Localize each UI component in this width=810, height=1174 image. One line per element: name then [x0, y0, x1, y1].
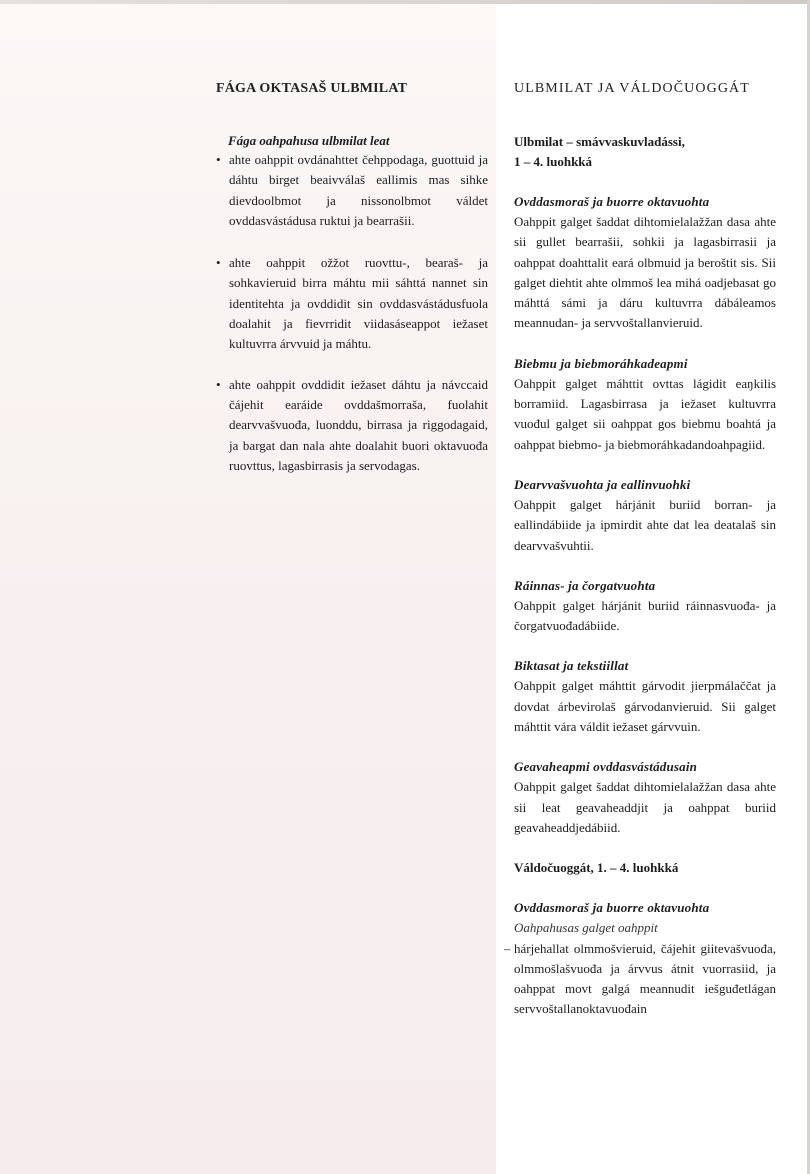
- dash-item-text: hárjehallat olmmošvieruid, čájehit giitevašvuođa, olmmošlašvuođa ja árvvus átnit vuorrasiid, ja oahppat movt galgá meannudit iešguđetlágan servvoštallanoktavuođain: [514, 940, 776, 1017]
- section-body: Oahppit galget máhttit ovttas lágidit eaŋkilis borramiid. Lagasbirrasa ja iežaset kultuvrra vuođul galget sii oahppat gos biebmu boahtá ja oahppat biebmo- ja biebmoráhkadandoahpagiid.: [514, 375, 776, 452]
- goal-text: ahte oahppit ovdánahttet čehppodaga, guottuid ja dáhtu birget beaivválaš eallimis mas sihke dievdoolbmot ja nissonolbmot váldet ovddasvástádusa ruktui ja bearrašii.: [229, 152, 488, 228]
- section-title: Ráinnas- ja čorgatvuohta: [514, 577, 656, 593]
- section-body: Oahppit galget hárjánit buriid ráinnasvuođa- ja čorgatvuođadábiide.: [514, 597, 776, 634]
- goal-item: [216, 375, 488, 476]
- goal-text: ahte oahppit ožžot ruovttu-, bearaš- ja sohkavieruid birra máhtu mii sáhttá nannet sin identitehta ja ovddidit sin ovddasvástádusfuola doalahit ja fievrridit viidasáseappot iežaset kultuvrra árvvuid ja máhtu.: [229, 255, 488, 352]
- main-points-title: Váldočuoggát, 1. – 4. luohkká: [514, 860, 679, 876]
- goals-list: [216, 150, 488, 476]
- bullet-icon: •: [216, 255, 221, 271]
- bullet-icon: •: [216, 376, 221, 392]
- dash-list-item: [504, 939, 776, 1020]
- section-title: Ovddasmoraš ja buorre oktavuohta: [514, 900, 710, 916]
- goal-item: [216, 253, 488, 354]
- section-body: Oahppit galget šaddat dihtomielalažžan dasa ahte sii gullet bearrašii, sohkii ja lagasbirrasii ja oahppat doahttalit eará olbmuid ja beroštit sis. Sii galget diehtit ahte olmmoš lea mihá oadjebasat go máhttá sámi ja dáru kultuvrra dábáleamos meannudan- ja servvoštallanvieruid.: [514, 214, 776, 331]
- section-health: [514, 475, 776, 556]
- section-body: Oahppit galget hárjánit buriid borran- ja eallindábiide ja ipmirdit ahte dat lea deatalaš sin dearvvašvuhtii.: [514, 496, 776, 553]
- section-main-points-relations: [504, 898, 776, 1019]
- right-heading: ULBMILAT JA VÁLDOČUOGGÁT: [514, 81, 750, 96]
- section-family-relations: [514, 192, 776, 334]
- section-title: Ovddasmoraš ja buorre oktavuohta: [514, 194, 710, 209]
- section-title: Geavaheapmi ovddasvástádusain: [514, 759, 698, 775]
- section-title: Biktasat ja tekstiillat: [514, 658, 629, 674]
- right-column: [504, 80, 776, 1020]
- level-subtitle-line2: 1 – 4. luohkká: [514, 154, 593, 169]
- section-subtitle: Oahpahusas galget oahppit: [514, 920, 658, 936]
- section-food: [514, 354, 776, 455]
- bullet-icon: •: [216, 152, 221, 167]
- section-body: Oahppit galget máhttit gárvodit jierpmálaččat ja dovdat árbevirolaš gárvodanvieruid. Sii galget máhttit vára váldit iežaset gárvvuin.: [514, 678, 776, 735]
- goal-item: [216, 150, 488, 231]
- section-title: Biebmu ja biebmoráhkadeapmi: [514, 355, 688, 371]
- section-cleanliness: [514, 576, 776, 637]
- lead-sentence: Fága oahpahusa ulbmilat leat: [228, 133, 390, 148]
- level-subtitle: [514, 132, 776, 172]
- left-heading: FÁGA OKTASAŠ ULBMILAT: [216, 81, 408, 96]
- section-title: Dearvvašvuohta ja eallinvuohki: [514, 476, 691, 492]
- section-clothing: [514, 656, 776, 737]
- left-column: [216, 80, 488, 498]
- goal-text: ahte oahppit ovddidit iežaset dáhtu ja návccaid čájehit earáide ovddašmorraša, fuolahit dearvvašvuođa, luonddu, birrasa ja riggodagaid, ja bargat dan nala ahte doalahit buori oktavuođa ruovttus, lagasbirrasis ja servodagas.: [229, 376, 488, 473]
- top-edge-shade: [0, 0, 810, 4]
- section-consumer: [514, 757, 776, 838]
- dash-icon: –: [504, 940, 511, 956]
- level-subtitle-line1: Ulbmilat – smávvaskuvladássi,: [514, 134, 685, 149]
- section-body: Oahppit galget šaddat dihtomielalažžan dasa ahte sii leat geavaheaddjit ja oahppat buriid geavaheaddjedábiid.: [514, 779, 776, 835]
